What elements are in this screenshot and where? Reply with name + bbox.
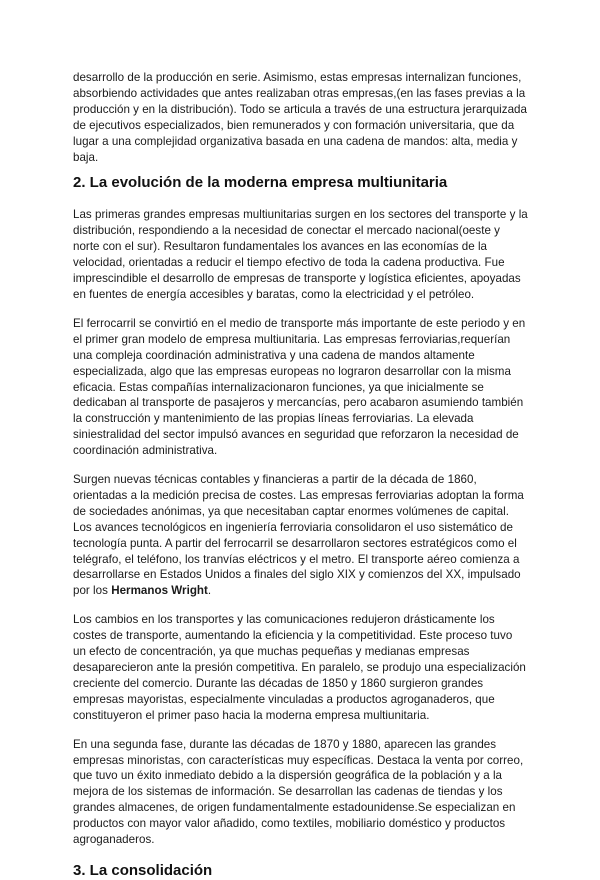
paragraph-origins: Las primeras grandes empresas multiunitarias surgen en los sectores del transporte y la distribución, respondiendo a la necesidad de conectar el mercado nacional(oeste y norte con el sur). Resultaron fundamentales los avances en las economías de la velocidad, orientadas a reducir el tiempo efectivo de toda la cadena productiva. Fue imprescindible el desarrollo de empresas de transporte y logística eficientes, apoyadas en fuentes de energía accesibles y baratas, como la electricidad y el petróleo.: [73, 208, 528, 301]
paragraph-railroad: El ferrocarril se convirtió en el medio de transporte más importante de este periodo y en el primer gran modelo de empresa multiunitaria. Las empresas ferroviarias,requerían una compleja coordinación administrativa y una cadena de mandos altamente especializada, algo que las empresas europeas no lograron desarrollar con la misma eficacia. Estas compañías internalizacionaron funciones, ya que inicialmente se dedicaban al transporte de pasajeros y mercancías, pero acabaron asumiendo también la construcción y mantenimiento de las propias líneas ferroviarias. La elevada siniestralidad del sector impulsó avances en seguridad que reforzaron la necesidad de coordinación administrativa.: [73, 316, 526, 458]
wright-brothers-name: Hermanos Wright: [111, 584, 208, 598]
paragraph-retail: En una segunda fase, durante las décadas de 1870 y 1880, aparecen las grandes empresas minoristas, con características muy específicas. Destaca la venta por correo, que tuvo un éxito inmediato debido a la dispersión geográfica de la población y a la mejora de los sistemas de información. Se desarrollan las cadenas de tiendas y los grandes almacenes, de origen fundamentalmente estadounidense.Se especializan en productos con mayor valor añadido, como textiles, mobiliario doméstico y productos agroganaderos.: [73, 737, 524, 847]
section-2-heading: 2. La evolución de la moderna empresa multiunitaria: [73, 174, 448, 192]
section-3-heading: 3. La consolidación: [73, 861, 213, 879]
paragraph-accounting-end: .: [207, 584, 212, 598]
paragraph-accounting-text: Surgen nuevas técnicas contables y financieras a partir de la década de 1860, orientadas a la medición precisa de costes. Las empresas ferroviarias adoptan la forma de sociedades anónimas, ya que necesitaban captar enormes volúmenes de capital. Los avances tecnológicos en ingeniería ferroviaria consolidaron el uso sistemático de tecnología punta. A partir del ferrocarril se desarrollaron sectores estratégicos como el telégrafo, el teléfono, los tranvías eléctricos y el metro. El transporte aéreo comienza a desarrollarse en Estados Unidos a finales del siglo XIX y comienzos del XX, impulsado por los: [73, 473, 524, 598]
paragraph-accounting: [73, 472, 528, 599]
paragraph-transport-changes: Los cambios en los transportes y las comunicaciones redujeron drásticamente los costes de transporte, aumentando la eficiencia y la competitividad. Este proceso tuvo un efecto de concentración, ya que muchas pequeñas y medianas empresas desaparecieron ante la presión competitiva. En paralelo, se produjo una especialización creciente del comercio. Durante las décadas de 1850 y 1860 surgieron grandes empresas mayoristas, especialmente vinculadas a productos agroganaderos, que constituyeron el primer paso hacia la moderna empresa multiunitaria.: [73, 613, 526, 722]
intro-paragraph: desarrollo de la producción en serie. Asimismo, estas empresas internalizan funciones, absorbiendo actividades que antes realizaban otras empresas,(en las fases previas a la producción y en la distribución). Todo se articula a través de una estructura jerarquizada de ejecutivos especializados, bien remunerados y con formación universitaria, que da lugar a una complejidad organizativa basada en una cadena de mandos: alta, media y baja.: [73, 71, 527, 164]
